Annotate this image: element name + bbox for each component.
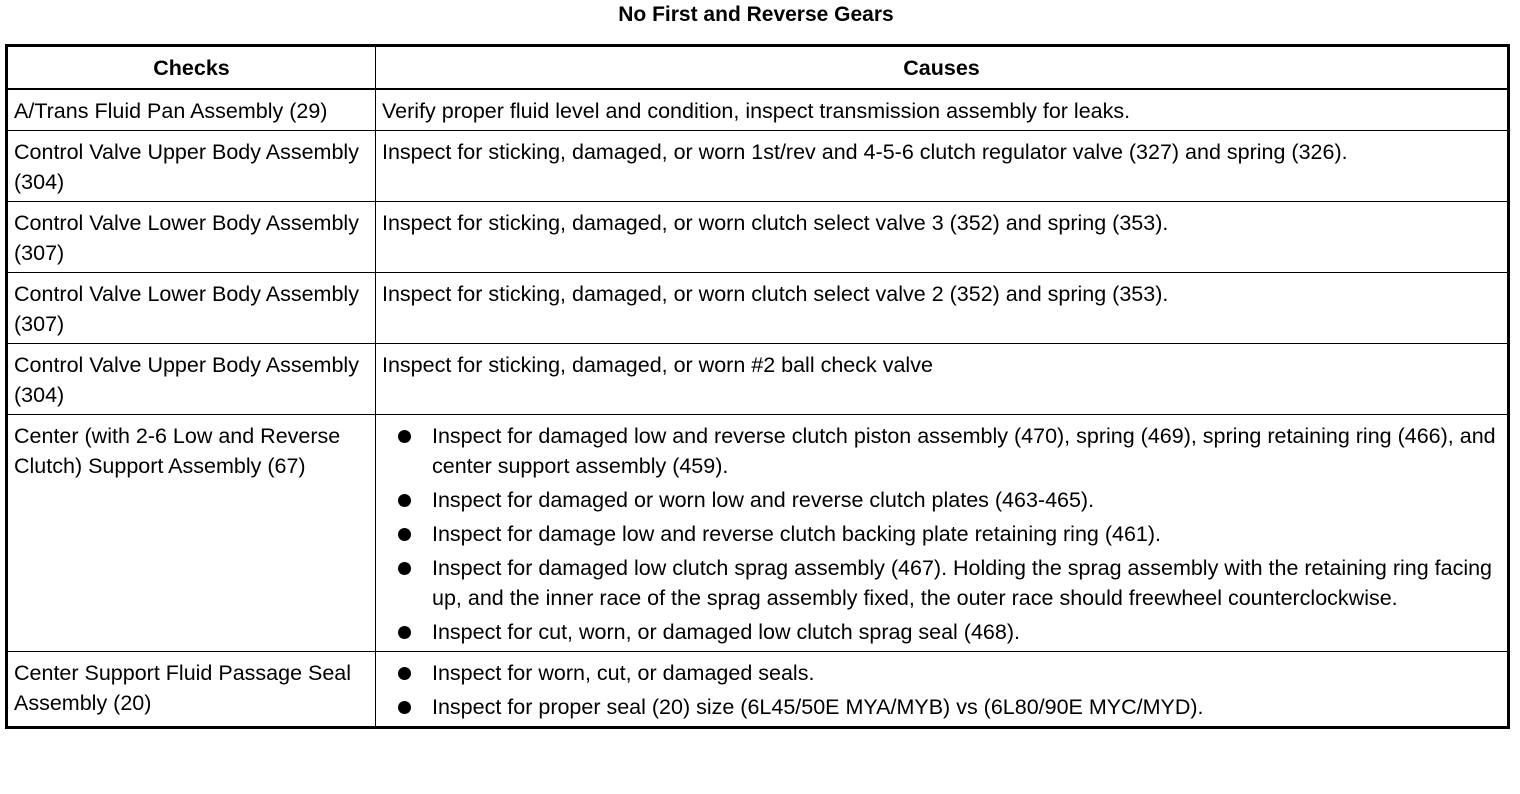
cause-cell	[376, 415, 1509, 652]
check-cell: Control Valve Upper Body Assembly (304)	[7, 131, 376, 202]
check-cell: Control Valve Lower Body Assembly (307)	[7, 202, 376, 273]
diagnostic-table	[5, 44, 1510, 729]
cause-list-item: Inspect for damaged low and reverse clutch piston assembly (470), spring (469), spring retaining ring (466), and center support assembly (459).	[398, 421, 1501, 481]
table-row	[7, 344, 1509, 415]
cause-cell: Inspect for sticking, damaged, or worn #2 ball check valve	[376, 344, 1509, 415]
check-cell: Center (with 2-6 Low and Reverse Clutch) Support Assembly (67)	[7, 415, 376, 652]
check-cell: A/Trans Fluid Pan Assembly (29)	[7, 89, 376, 131]
table-row	[7, 89, 1509, 131]
cause-list-item: Inspect for damage low and reverse clutch backing plate retaining ring (461).	[398, 519, 1501, 549]
cause-cell: Inspect for sticking, damaged, or worn clutch select valve 3 (352) and spring (353).	[376, 202, 1509, 273]
header-checks: Checks	[7, 46, 376, 90]
check-cell: Control Valve Lower Body Assembly (307)	[7, 273, 376, 344]
cause-cell: Verify proper fluid level and condition, inspect transmission assembly for leaks.	[376, 89, 1509, 131]
bullet-dot-icon	[398, 494, 411, 507]
header-causes: Causes	[376, 46, 1509, 90]
table-header-row	[7, 46, 1509, 90]
cause-cell	[376, 652, 1509, 728]
page-title: No First and Reverse Gears	[618, 3, 894, 26]
cause-cell: Inspect for sticking, damaged, or worn 1st/rev and 4-5-6 clutch regulator valve (327) and spring (326).	[376, 131, 1509, 202]
bullet-dot-icon	[398, 562, 411, 575]
cause-list	[382, 421, 1501, 647]
bullet-dot-icon	[398, 528, 411, 541]
table-row	[7, 652, 1509, 728]
bullet-dot-icon	[398, 667, 411, 680]
cause-list-item: Inspect for damaged low clutch sprag assembly (467). Holding the sprag assembly with the retaining ring facing up, and the inner race of the sprag assembly fixed, the outer race should freewheel counterclockwise.	[398, 553, 1501, 613]
table-row	[7, 273, 1509, 344]
cause-list-item: Inspect for damaged or worn low and reverse clutch plates (463-465).	[398, 485, 1501, 515]
bullet-dot-icon	[398, 430, 411, 443]
cause-list-item: Inspect for cut, worn, or damaged low clutch sprag seal (468).	[398, 617, 1501, 647]
cause-list-item: Inspect for worn, cut, or damaged seals.	[398, 658, 1501, 688]
cause-list	[382, 658, 1501, 722]
cause-list-item: Inspect for proper seal (20) size (6L45/50E MYA/MYB) vs (6L80/90E MYC/MYD).	[398, 692, 1501, 722]
table-row	[7, 202, 1509, 273]
bullet-dot-icon	[398, 701, 411, 714]
check-cell: Control Valve Upper Body Assembly (304)	[7, 344, 376, 415]
check-cell: Center Support Fluid Passage Seal Assembly (20)	[7, 652, 376, 728]
bullet-dot-icon	[398, 626, 411, 639]
table-row	[7, 415, 1509, 652]
cause-cell: Inspect for sticking, damaged, or worn clutch select valve 2 (352) and spring (353).	[376, 273, 1509, 344]
table-row	[7, 131, 1509, 202]
